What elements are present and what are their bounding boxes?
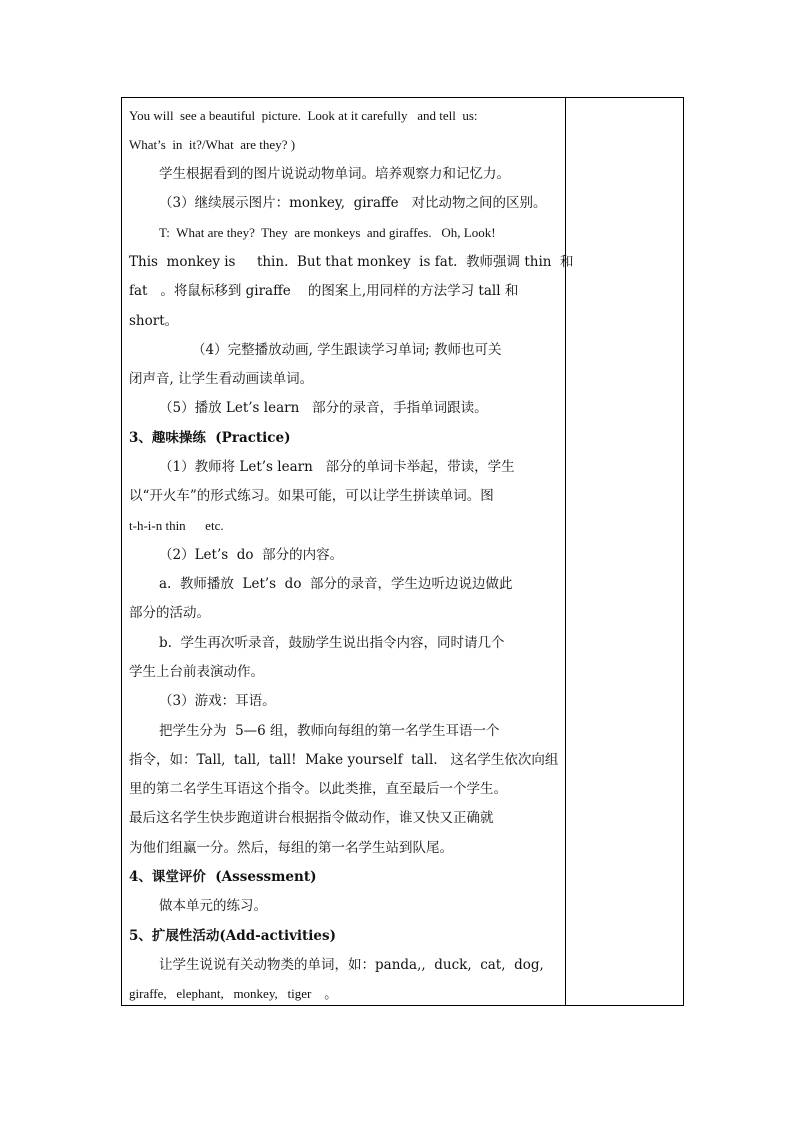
text-line: 闭声音, 让学生看动画读单词。 — [129, 371, 314, 387]
text-line: 里的第二名学生耳语这个指令。以此类推，直至最后一个学生。 — [129, 781, 507, 797]
text-line: fat 。将鼠标移到 giraffe 的图案上,用同样的方法学习 tall 和 — [129, 283, 519, 299]
text-line: T: What are they? They are monkeys and giraffes. Oh, Look! — [159, 225, 496, 240]
text-line: b. 学生再次听录音，鼓励学生说出指令内容，同时请几个 — [159, 635, 505, 651]
text-line: 以“开火车”的形式练习。如果可能，可以让学生拼读单词。图 — [129, 488, 494, 504]
text-line: 指令，如：Tall, tall, tall! Make yourself tall. 这名学生依次向组 — [129, 752, 559, 768]
text-line: 做本单元的练习。 — [159, 898, 267, 914]
text-line: You will see a beautiful picture. Look at it carefully and tell us: — [129, 108, 478, 123]
section-heading: 5、扩展性活动(Add-activities) — [129, 928, 336, 944]
text-line: This monkey is thin. But that monkey is fat. 教师强调 thin 和 — [129, 254, 574, 270]
lesson-table — [121, 97, 684, 1006]
text-line: 最后这名学生快步跑道讲台根据指令做动作，谁又快又正确就 — [129, 810, 494, 826]
section-heading: 4、课堂评价 (Assessment) — [129, 869, 317, 885]
text-line: a. 教师播放 Let’s do 部分的录音，学生边听边说边做此 — [159, 576, 513, 592]
text-line: 让学生说说有关动物类的单词，如：panda,, duck, cat, dog, — [159, 957, 544, 973]
text-line: （1）教师将 Let’s learn 部分的单词卡举起，带读，学生 — [159, 459, 515, 475]
text-line: What’s in it?/What are they? ) — [129, 137, 296, 152]
text-line: （3）游戏：耳语。 — [159, 693, 276, 709]
text-line: 为他们组赢一分。然后，每组的第一名学生站到队尾。 — [129, 840, 453, 856]
text-line: （4）完整播放动画, 学生跟读学习单词; 教师也可关 — [192, 342, 502, 358]
section-heading: 3、趣味操练 (Practice) — [129, 430, 291, 446]
text-line: 学生上台前表演动作。 — [129, 664, 264, 680]
text-line: （5）播放 Let’s learn 部分的录音，手指单词跟读。 — [159, 400, 488, 416]
notes-column — [566, 98, 683, 1005]
text-line: 把学生分为 5—6 组，教师向每组的第一名学生耳语一个 — [159, 723, 500, 739]
text-line: short。 — [129, 313, 179, 329]
text-line: 学生根据看到的图片说说动物单词。培养观察力和记忆力。 — [159, 166, 510, 182]
text-line: （2）Let’s do 部分的内容。 — [159, 547, 344, 563]
text-line: 部分的活动。 — [129, 605, 210, 621]
text-line: t-h-i-n thin etc. — [129, 518, 224, 533]
text-line: giraffe, elephant, monkey, tiger 。 — [129, 986, 338, 1001]
text-line: （3）继续展示图片：monkey, giraffe 对比动物之间的区别。 — [159, 195, 547, 211]
